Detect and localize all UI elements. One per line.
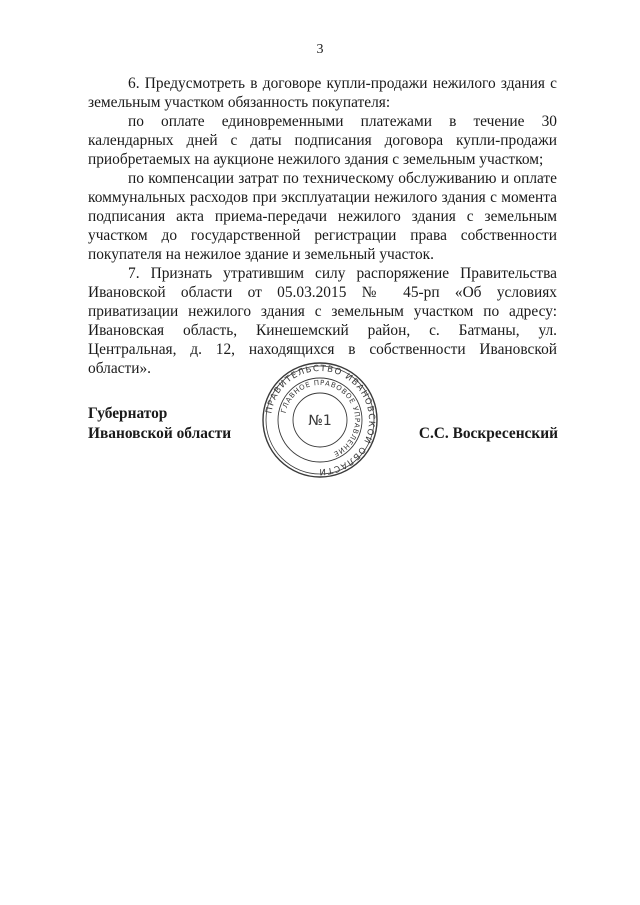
paragraph-payment-terms: по оплате единовременными платежами в течение 30 календарных дней с даты подписания договора купли-продажи приобретаемых на аукционе нежилого здания с земельным участком; <box>88 113 557 168</box>
signature-title <box>88 404 231 444</box>
seal-number: №1 <box>308 413 332 429</box>
page-number: 3 <box>316 42 324 57</box>
official-seal <box>261 361 379 479</box>
seal-graphic <box>261 361 379 479</box>
seal-outer-text: ПРАВИТЕЛЬСТВО ИВАНОВСКОЙ ОБЛАСТИ <box>264 363 377 477</box>
signatory-name: С.С. Воскресенский <box>418 425 558 442</box>
paragraph-item-7: 7. Признать утратившим силу распоряжение Правительства Ивановской области от 05.03.2015 № 45-рп «Об условиях приватизации нежилого здания с земельным участком по адресу: Ивановская область, Кинешемский район, с. Батманы, ул. Центральная, д. 12, находящихся в собственности Ивановской области». <box>88 265 557 377</box>
signature-title-line2: Ивановской области <box>88 425 232 442</box>
document-body <box>88 74 557 378</box>
signature-title-line1: Губернатор <box>88 405 168 422</box>
seal-inner-text: ГЛАВНОЕ ПРАВОВОЕ УПРАВЛЕНИЕ <box>279 378 362 459</box>
paragraph-item-6: 6. Предусмотреть в договоре купли-продажи нежилого здания с земельным участком обязанность покупателя: <box>88 75 557 111</box>
paragraph-cost-compensation: по компенсации затрат по техническому обслуживанию и оплате коммунальных расходов при эксплуатации нежилого здания с момента подписания акта приема-передачи нежилого здания с земельным участком до государственной регистрации права собственности покупателя на нежилое здание и земельный участок. <box>88 170 557 263</box>
